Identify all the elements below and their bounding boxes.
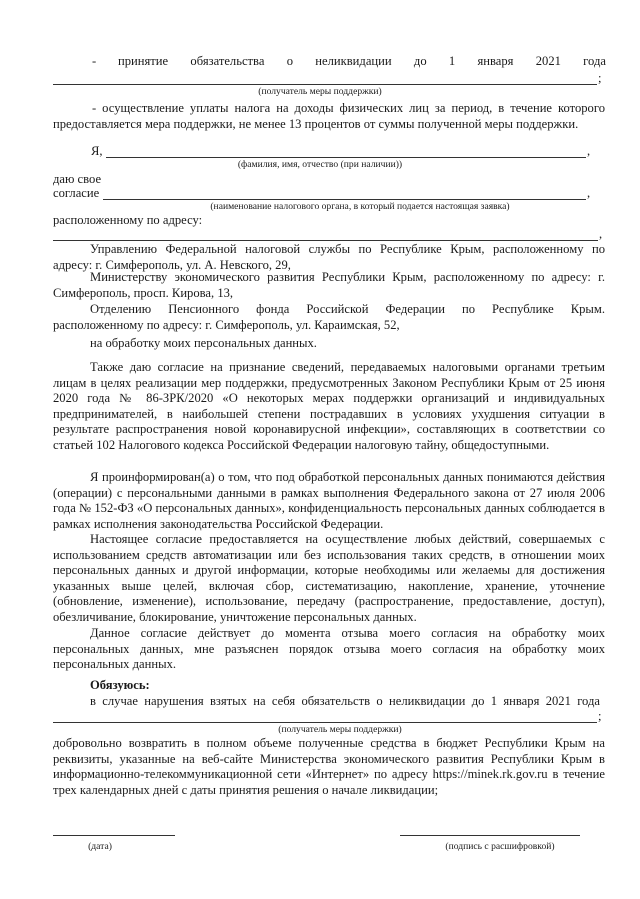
p1-end: ; [598, 71, 602, 85]
paragraph-also: Также даю согласие на признание сведений, передаваемых налоговыми органами третьим лицам в целях реализации мер поддержки, предусмотренных Законом Республики Крым от 25 июня 2020 года № 86-ЗРК/2020 «О некоторых мерах поддержки организаций и индивидуальных предпринимателей, в наибольшей степени пострадавших в условиях ухудшения ситуации в результате распространения новой коронавирусной инфекции», составляющих в соответствии со статьей 102 Налогового кодекса Российской Федерации налоговую тайну, общедоступными. [53, 360, 605, 452]
consent-end: , [587, 186, 591, 200]
p2-line1: - осуществление уплаты налога на доходы физических лиц за период, в течение которого [92, 101, 605, 115]
address-label: расположенному по адресу: [53, 213, 203, 227]
p1-word: принятие [118, 54, 169, 68]
p1-caption: (получатель меры поддержки) [258, 86, 382, 97]
recipient-fns-line1: Управлению Федеральной налоговой службы по Республике Крым, расположенному по [90, 242, 605, 256]
p1-word: 1 [448, 54, 456, 68]
organ-caption: (наименование налогового органа, в который подается настоящая заявка) [210, 201, 510, 212]
p1-word: обязательства [190, 54, 265, 68]
signature-line [400, 835, 580, 836]
fio-caption: (фамилия, имя, отчество (при наличии)) [237, 159, 403, 170]
i-label: Я, [91, 144, 103, 158]
p1-word: до [413, 54, 427, 68]
p2-line2: предоставляется мера поддержки, не менее 13 процентов от суммы полученной меры поддержки. [53, 116, 579, 131]
fio-line [106, 157, 586, 158]
signature-caption: (подпись с расшифровкой) [445, 841, 555, 852]
recipient-fns-line2: адресу: г. Симферополь, ул. А. Невского, 29, [53, 257, 291, 272]
recipient-minek [53, 270, 605, 301]
p2-text [53, 101, 605, 132]
i-end: , [587, 144, 591, 158]
obligation-end: ; [598, 709, 602, 723]
p1-word: года [583, 54, 606, 68]
recipient-pfr-line2: расположенному по адресу: г. Симферополь, ул. Караимская, 52, [53, 317, 400, 332]
paragraph-valid: Данное согласие действует до момента отзыва моего согласия на обработку моих персональных данных, мне разъяснен порядок отзыва моего согласия на обработку моих персональных данных. [53, 626, 605, 672]
date-line [53, 835, 175, 836]
p1-words [118, 54, 606, 70]
paragraph-informed: Я проинформирован(а) о том, что под обработкой персональных данных понимаются действия (операции) с персональными данными в рамках выполнения Федерального закона от 27 июля 2006 года № 152-ФЗ «О персональных данных», конфиденциальность персональных данных соблюдается в рамках исполнения законодательства Российской Федерации. [53, 470, 605, 531]
recipient-fns [53, 242, 605, 273]
p1-word: неликвидации [315, 54, 392, 68]
date-caption: (дата) [88, 841, 112, 852]
p1-word: января [477, 54, 514, 68]
p1-recipient-line [53, 84, 597, 85]
p1-word: 2021 [535, 54, 561, 68]
purpose-text: на обработку моих персональных данных. [90, 336, 317, 350]
address-line [53, 240, 598, 241]
obligation-text: добровольно возвратить в полном объеме полученные средства в бюджет Республики Крым на реквизиты, указанные на веб-сайте Министерства экономического развития Республики Крым в информационно-телекоммуникационной сети «Интернет» по адресу https://minek.rk.gov.ru в течение трех календарных дней с даты принятия решения о начале ликвидации; [53, 736, 605, 797]
obligation-heading: Обязуюсь: [90, 678, 150, 692]
consent-label: согласие [53, 186, 100, 200]
address-end: , [599, 227, 603, 241]
obligation-caption: (получатель меры поддержки) [278, 724, 402, 735]
obligation-line1: в случае нарушения взятых на себя обязательств о неликвидации до 1 января 2021 года [90, 694, 600, 708]
recipient-minek-line2: Симферополь, просп. Кирова, 13, [53, 285, 234, 300]
give-label: даю свое [53, 172, 102, 186]
recipient-pfr-line1: Отделению Пенсионного фонда Российской Федерации по Республике Крым. [90, 302, 605, 316]
paragraph-present: Настоящее согласие предоставляется на осуществление любых действий, совершаемых с использованием средств автоматизации или без использования таких средств, в отношении моих персональных данных и другой информации, которые необходимы или желаемы для достижения указанных выше целей, включая сбор, систематизацию, накопление, хранение, уточнение (обновление, изменение), использование, передачу (распространение, предоставление, доступ), обезличивание, блокирование, уничтожение персональных данных. [53, 532, 605, 624]
organ-line [103, 199, 586, 200]
recipient-minek-line1: Министерству экономического развития Республики Крым, расположенному по адресу: г. [90, 270, 605, 284]
recipient-pfr [53, 302, 605, 333]
obligation-recipient-line [53, 722, 597, 723]
p1-dash: - [92, 54, 97, 68]
p1-word: о [286, 54, 293, 68]
